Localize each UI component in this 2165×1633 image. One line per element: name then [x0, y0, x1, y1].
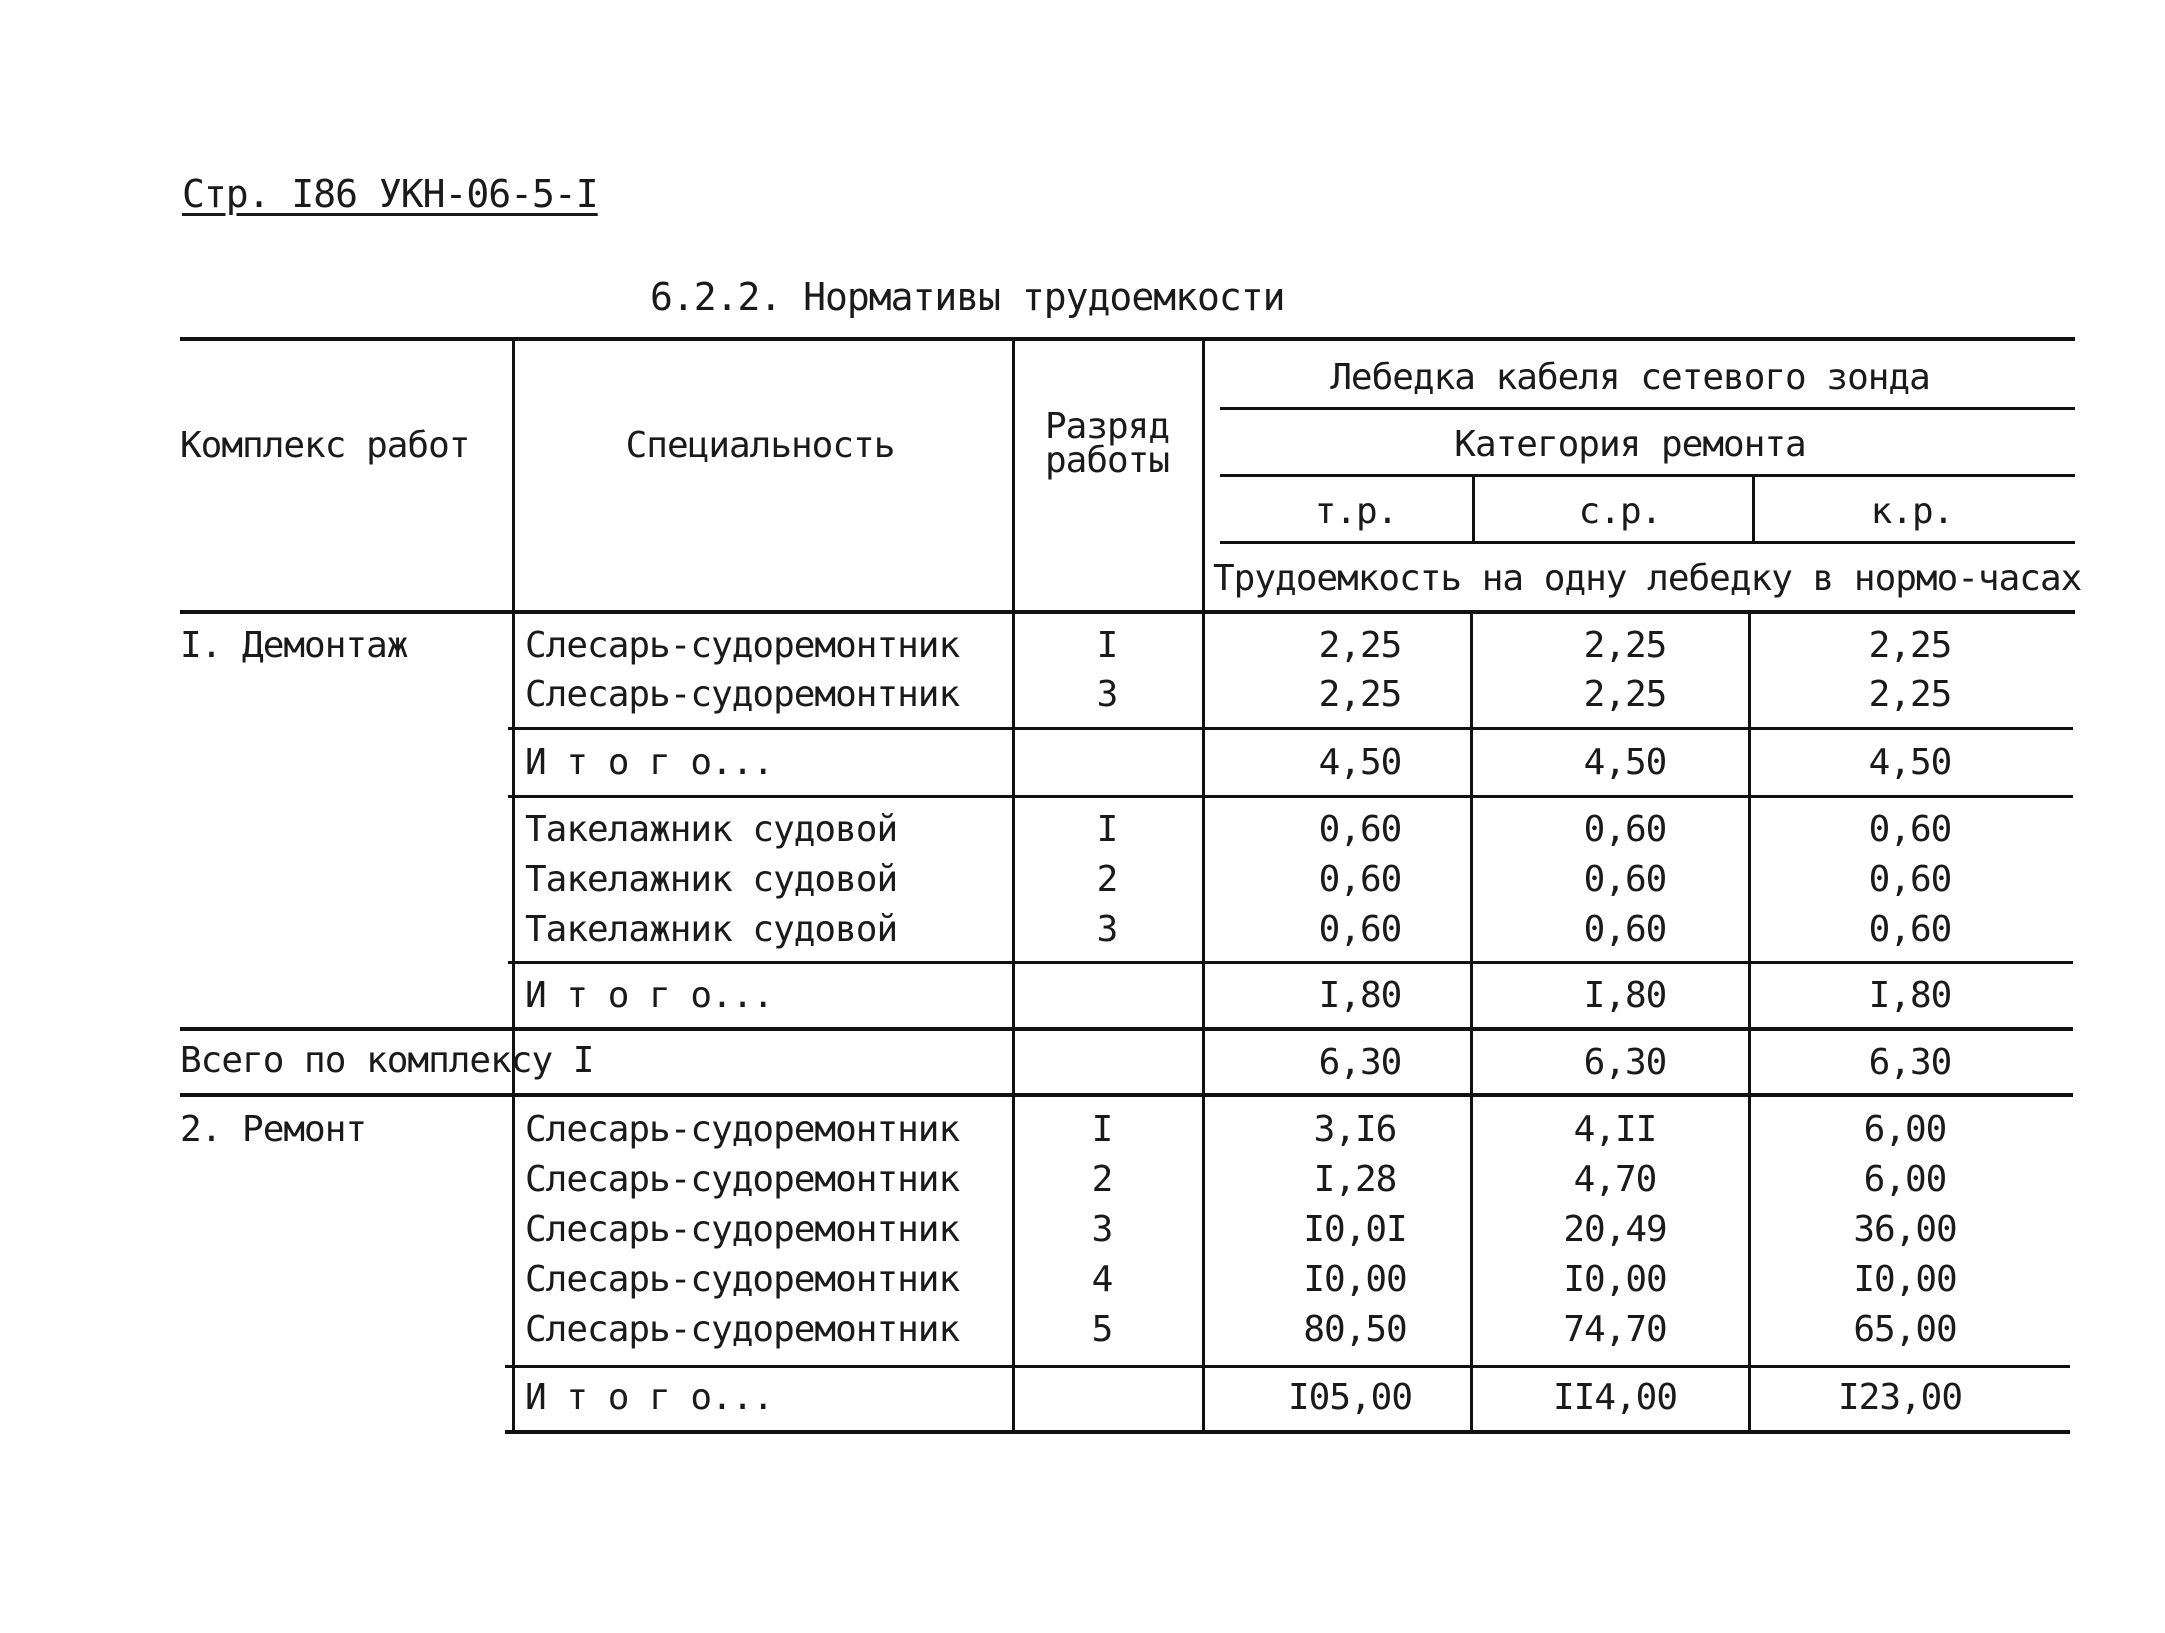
cell-specialty: И т о г о...	[525, 742, 774, 783]
header-labor-note: Трудоемкость на одну лебедку в нормо-часах	[1213, 558, 2082, 599]
cell-specialty: И т о г о...	[525, 1377, 774, 1418]
cell-tr: I0,0I	[1303, 1209, 1407, 1250]
row-rule	[180, 1093, 2073, 1097]
cell-kr: I0,00	[1853, 1259, 1957, 1300]
cell-sr: 4,50	[1583, 742, 1667, 783]
cell-specialty: Слесарь-судоремонтник	[525, 1109, 960, 1150]
cell-grade: 3	[1091, 1209, 1113, 1250]
cell-kr: 6,00	[1863, 1159, 1947, 1200]
cell-sr: 0,60	[1583, 859, 1667, 900]
cell-tr: 6,30	[1318, 1042, 1402, 1083]
cell-tr: 0,60	[1318, 809, 1402, 850]
row-rule	[508, 727, 2073, 730]
cell-sr: I0,00	[1563, 1259, 1667, 1300]
cell-specialty: Такелажник судовой	[525, 909, 898, 950]
row-rule	[180, 1027, 2073, 1031]
cell-sr: 2,25	[1583, 625, 1667, 666]
cell-tr: I,80	[1318, 975, 1402, 1016]
cell-grade: 5	[1091, 1309, 1113, 1350]
row-rule	[508, 795, 2073, 798]
cell-tr: 0,60	[1318, 909, 1402, 950]
col-divider	[1012, 340, 1015, 1432]
cell-kr: I23,00	[1837, 1377, 1963, 1418]
cell-grade: 4	[1091, 1259, 1113, 1300]
col-divider	[1752, 474, 1755, 544]
page-header: Стр. I86 УКН-06-5-I	[182, 172, 598, 216]
cell-tr: 80,50	[1303, 1309, 1407, 1350]
cell-kr: 2,25	[1868, 674, 1952, 715]
col-divider	[1470, 612, 1473, 1432]
cell-grade: I	[1096, 809, 1118, 850]
cell-kr: 6,00	[1863, 1109, 1947, 1150]
cell-specialty: Слесарь-судоремонтник	[525, 674, 960, 715]
table-bottom-rule	[505, 1430, 2070, 1434]
cell-tr: 0,60	[1318, 859, 1402, 900]
col-divider	[1748, 612, 1751, 1432]
section-title: 6.2.2. Нормативы трудоемкости	[650, 275, 1285, 319]
cell-specialty: Слесарь-судоремонтник	[525, 1259, 960, 1300]
cell-grade: 2	[1096, 859, 1118, 900]
row-rule	[505, 1365, 2070, 1368]
category-rule	[1220, 474, 2075, 477]
cell-specialty: И т о г о...	[525, 975, 774, 1016]
cell-grade: 3	[1096, 674, 1118, 715]
cell-kr: 0,60	[1868, 859, 1952, 900]
cell-tr: I,28	[1313, 1159, 1397, 1200]
cell-sr: I,80	[1583, 975, 1667, 1016]
subcategory-rule	[1220, 541, 2075, 544]
cell-kr: 2,25	[1868, 625, 1952, 666]
cell-specialty: Слесарь-судоремонтник	[525, 625, 960, 666]
cell-tr: 3,I6	[1313, 1109, 1397, 1150]
cell-sr: 4,II	[1573, 1109, 1657, 1150]
cell-grade: I	[1096, 625, 1118, 666]
cell-kr: 0,60	[1868, 809, 1952, 850]
cell-tr: I0,00	[1303, 1259, 1407, 1300]
cell-kr: 0,60	[1868, 909, 1952, 950]
group-dismount: I. Демонтаж	[180, 625, 408, 666]
header-bottom-rule	[180, 610, 2075, 614]
col-divider	[1202, 340, 1205, 1432]
cell-specialty: Слесарь-судоремонтник	[525, 1309, 960, 1350]
cell-sr: 74,70	[1563, 1309, 1667, 1350]
cell-tr: I05,00	[1287, 1377, 1413, 1418]
cell-sr: II4,00	[1552, 1377, 1678, 1418]
cell-kr: 36,00	[1853, 1209, 1957, 1250]
row-rule	[508, 961, 2073, 964]
cell-grade: 2	[1091, 1159, 1113, 1200]
cell-specialty: Слесарь-судоремонтник	[525, 1159, 960, 1200]
cell-grade: 3	[1096, 909, 1118, 950]
cell-sr: 0,60	[1583, 909, 1667, 950]
cell-specialty: Такелажник судовой	[525, 809, 898, 850]
header-cat-kr: к.р.	[1870, 491, 1954, 532]
cell-sr: 2,25	[1583, 674, 1667, 715]
cell-grade: I	[1091, 1109, 1113, 1150]
header-cat-tr: т.р.	[1314, 491, 1398, 532]
group-repair: 2. Ремонт	[180, 1109, 367, 1150]
header-repair-category: Категория ремонта	[1454, 424, 1806, 465]
cell-sr: 20,49	[1563, 1209, 1667, 1250]
cell-kr: I,80	[1868, 975, 1952, 1016]
cell-kr: 65,00	[1853, 1309, 1957, 1350]
cell-tr: 4,50	[1318, 742, 1402, 783]
cell-tr: 2,25	[1318, 625, 1402, 666]
header-cat-sr: с.р.	[1578, 491, 1662, 532]
col-divider	[1472, 474, 1475, 544]
cell-sr: 4,70	[1573, 1159, 1657, 1200]
group-total-complex-1: Всего по комплексу I	[180, 1040, 594, 1081]
header-specialty: Специальность	[625, 425, 895, 466]
cell-kr: 6,30	[1868, 1042, 1952, 1083]
cell-sr: 0,60	[1583, 809, 1667, 850]
cell-tr: 2,25	[1318, 674, 1402, 715]
header-grade: Разряд работы	[1044, 406, 1170, 482]
header-complex: Комплекс работ	[180, 425, 470, 466]
table-top-rule	[180, 337, 2075, 341]
col-divider	[512, 340, 515, 1432]
cell-kr: 4,50	[1868, 742, 1952, 783]
winch-rule	[1220, 407, 2075, 410]
cell-sr: 6,30	[1583, 1042, 1667, 1083]
cell-specialty: Слесарь-судоремонтник	[525, 1209, 960, 1250]
header-winch: Лебедка кабеля сетевого зонда	[1330, 357, 1930, 398]
cell-specialty: Такелажник судовой	[525, 859, 898, 900]
